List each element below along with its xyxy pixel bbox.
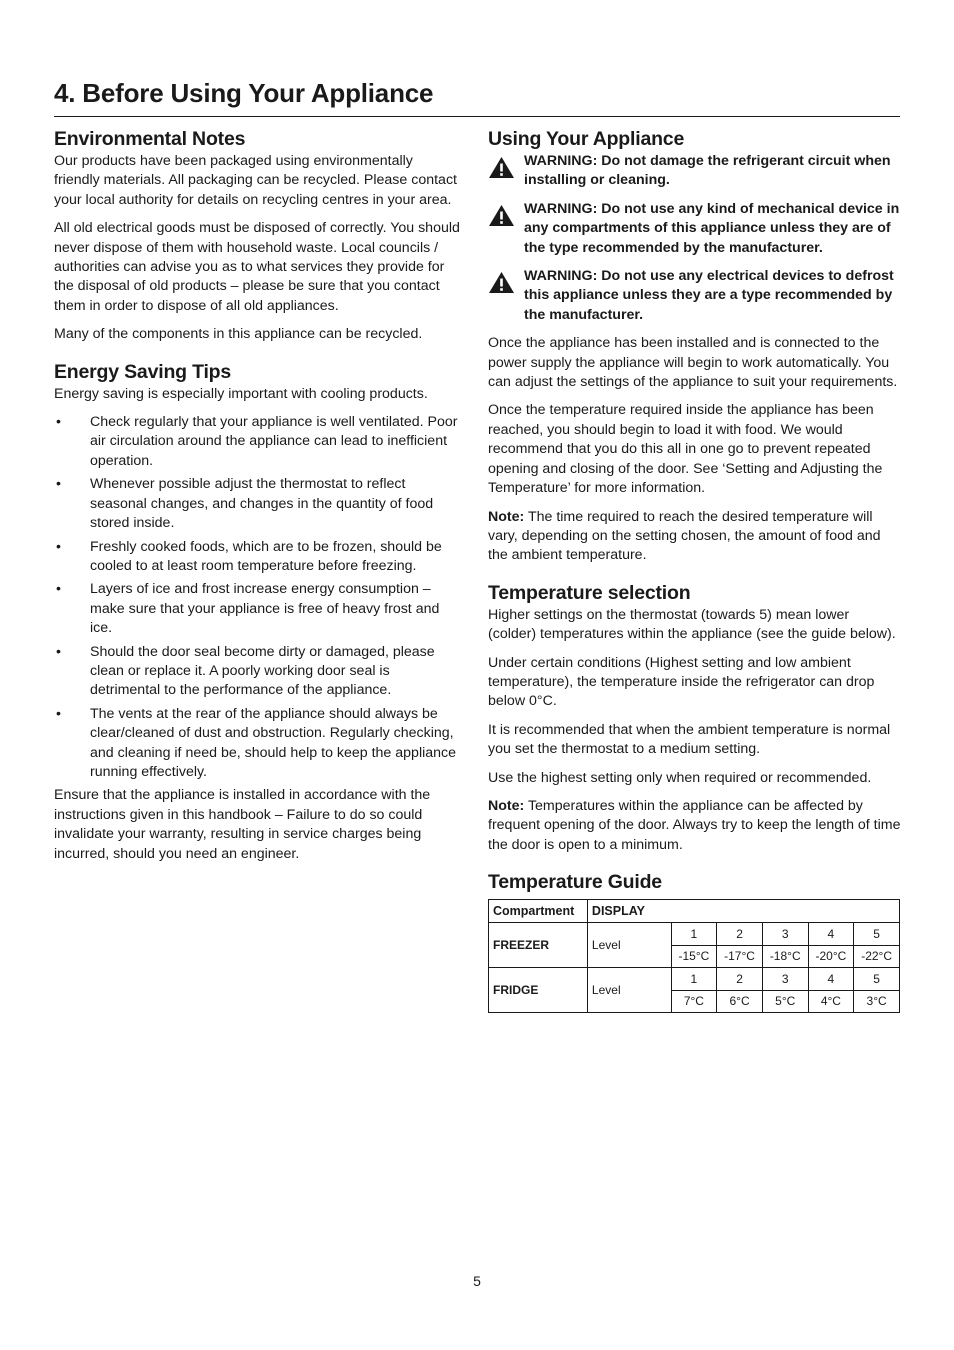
level-cell: 5: [854, 968, 900, 991]
bullet-icon: •: [56, 476, 61, 493]
env-paragraph-1: Our products have been packaged using environmentally friendly materials. All packaging can be recycled. Please contact your local authority for details on recycling centres in your area.: [54, 153, 457, 208]
page-title: 4. Before Using Your Appliance: [54, 78, 434, 108]
bullet-icon: •: [56, 538, 61, 555]
using-paragraph-1: Once the appliance has been installed and is connected to the power supply the appliance will begin to work automatically. You can adjust the settings of the appliance to suit your requirements.: [488, 335, 898, 391]
temp-paragraph-4: Use the highest setting only when required or recommended.: [488, 769, 872, 786]
note-label: Note:: [488, 508, 525, 525]
warning-triangle-icon: [488, 156, 515, 179]
temp-paragraph-1: Higher settings on the thermostat (towards 5) mean lower (colder) temperatures within the appliance (see the guide below).: [488, 606, 896, 643]
temp-note: [488, 797, 901, 855]
tip-text: Check regularly that your appliance is well ventilated. Poor air circulation around the appliance can lead to inefficient operation.: [90, 414, 458, 469]
using-appliance-heading: Using Your Appliance: [488, 128, 685, 150]
temp-cell: 7°C: [671, 990, 717, 1013]
temperature-selection-heading: Temperature selection: [488, 581, 691, 604]
note-text: The time required to reach the desired temperature will vary, depending on the setting chosen, the amount of food and the ambient temperature.: [488, 508, 881, 564]
table-row: [489, 923, 900, 946]
list-item: [54, 475, 462, 533]
page-number: 5: [473, 1273, 481, 1289]
list-item: [54, 643, 462, 701]
right-column: [488, 126, 901, 1013]
level-label: Level: [587, 923, 671, 968]
energy-saving-heading: Energy Saving Tips: [54, 360, 232, 383]
bullet-icon: •: [56, 705, 61, 722]
table-header-display: DISPLAY: [587, 900, 899, 923]
energy-outro: Ensure that the appliance is installed in accordance with the instructions given in this handbook – Failure to do so could invalidate your warranty, resulting in service charges being incurred, should you need an engineer.: [54, 787, 431, 862]
energy-tips-list: [54, 413, 462, 782]
temp-cell: -18°C: [762, 945, 808, 968]
using-note: [488, 508, 901, 566]
warning-triangle-icon: [488, 204, 515, 227]
warning-text: WARNING: Do not use any kind of mechanical device in any compartments of this appliance unless they are of the type recommended by the manufacturer.: [524, 200, 900, 256]
energy-intro: Energy saving is especially important with cooling products.: [54, 385, 428, 402]
temp-paragraph-2: Under certain conditions (Highest setting and low ambient temperature), the temperature inside the refrigerator can drop below 0°C.: [488, 654, 875, 710]
env-paragraph-2: All old electrical goods must be disposed of correctly. You should never dispose of them with household waste. Local councils / authorities can advise you as to what services they provide for the disposal of old products – please be sure that you contact them in order to dispose of all old appliances.: [54, 220, 460, 314]
level-cell: 2: [717, 968, 763, 991]
level-cell: 3: [762, 968, 808, 991]
compartment-fridge: FRIDGE: [489, 968, 588, 1013]
temp-paragraph-3: It is recommended that when the ambient temperature is normal you set the thermostat to a medium setting.: [488, 721, 891, 758]
temperature-guide-heading: Temperature Guide: [488, 871, 662, 894]
table-header-compartment: Compartment: [489, 900, 588, 923]
list-item: [54, 705, 462, 783]
level-cell: 3: [762, 923, 808, 946]
tip-text: Should the door seal become dirty or damaged, please clean or replace it. A poorly working door seal is detrimental to the performance of the appliance.: [90, 643, 435, 699]
level-cell: 1: [671, 923, 717, 946]
level-cell: 4: [808, 923, 854, 946]
level-cell: 4: [808, 968, 854, 991]
tip-text: Whenever possible adjust the thermostat to reflect seasonal changes, and changes in the quantity of food stored inside.: [90, 476, 434, 532]
temp-cell: -15°C: [671, 945, 717, 968]
temp-cell: -17°C: [717, 945, 763, 968]
temp-cell: 4°C: [808, 990, 854, 1013]
env-paragraph-3: Many of the components in this appliance can be recycled.: [54, 326, 423, 343]
temp-cell: 6°C: [717, 990, 763, 1013]
temperature-guide-table: [488, 899, 900, 1013]
compartment-freezer: FREEZER: [489, 923, 588, 968]
left-column: [54, 126, 462, 873]
bullet-icon: •: [56, 643, 61, 660]
table-row: [489, 968, 900, 991]
title-divider: [54, 116, 900, 117]
bullet-icon: •: [56, 414, 61, 431]
warning-text: WARNING: Do not use any electrical devices to defrost this appliance unless they are a type recommended by the manufacturer.: [524, 268, 894, 323]
tip-text: The vents at the rear of the appliance should always be clear/cleaned of dust and obstruction. Regularly checking, and cleaning if need be, should help to keep the appliance running effectively.: [90, 705, 457, 780]
list-item: [54, 580, 462, 638]
note-label: Note:: [488, 797, 525, 814]
tip-text: Layers of ice and frost increase energy consumption – make sure that your appliance is free of heavy frost and ice.: [90, 581, 440, 637]
level-label: Level: [587, 968, 671, 1013]
using-paragraph-2: Once the temperature required inside the appliance has been reached, you should begin to load it with food. We would recommend that you do this all in one go to prevent repeated opening and closing of the door. See ‘Setting and Adjusting the Temperature’ for more information.: [488, 402, 883, 497]
warning-block: [488, 152, 901, 191]
list-item: [54, 413, 462, 471]
level-cell: 1: [671, 968, 717, 991]
warning-triangle-icon: [488, 271, 515, 294]
environmental-notes-heading: Environmental Notes: [54, 128, 246, 150]
note-text: Temperatures within the appliance can be affected by frequent opening of the door. Always try to keep the length of time the door is open to a minimum.: [488, 797, 901, 853]
level-cell: 2: [717, 923, 763, 946]
tip-text: Freshly cooked foods, which are to be frozen, should be cooled to at least room temperature before freezing.: [90, 538, 442, 574]
bullet-icon: •: [56, 581, 61, 598]
list-item: [54, 538, 462, 577]
temp-cell: -22°C: [854, 945, 900, 968]
temp-cell: 5°C: [762, 990, 808, 1013]
warning-block: [488, 200, 901, 258]
temp-cell: 3°C: [854, 990, 900, 1013]
temp-cell: -20°C: [808, 945, 854, 968]
warning-block: [488, 267, 901, 325]
level-cell: 5: [854, 923, 900, 946]
warning-text: WARNING: Do not damage the refrigerant circuit when installing or cleaning.: [524, 153, 891, 189]
